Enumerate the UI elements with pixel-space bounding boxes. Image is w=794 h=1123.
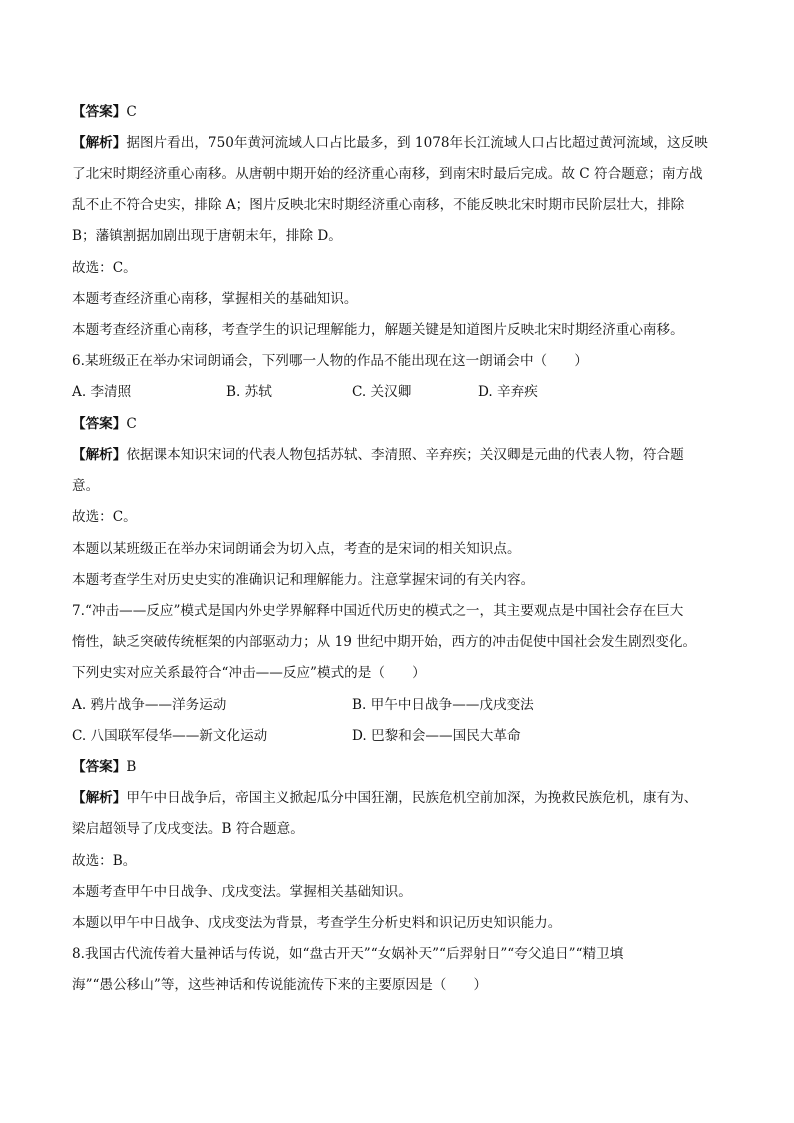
q7-option-b: B. 甲午中日战争——戊戌变法: [352, 697, 534, 713]
q6-analysis-line-1: [72, 446, 684, 464]
answer-value: C: [126, 416, 137, 432]
q8-stem-line-2: 海”“愚公移山”等，这些神话和传说能流传下来的主要原因是（ ）: [72, 977, 488, 993]
q6-option-b: B. 苏轼: [226, 384, 272, 400]
q5-analysis-line-3: 乱不止不符合史实，排除 A；图片反映北宋时期经济重心南移，不能反映北宋时期市民阶层壮大，排除: [72, 197, 685, 213]
q5-note-2: 本题考查经济重心南移，考查学生的识记理解能力，解题关键是知道图片反映北宋时期经济重心南移。: [72, 322, 684, 338]
q6-stem: 6.某班级正在举办宋词朗诵会，下列哪一人物的作品不能出现在这一朗诵会中（ ）: [72, 353, 588, 369]
q7-analysis-line-1: [72, 789, 697, 807]
q5-answer-line: [72, 103, 137, 121]
q7-stem-line-1: 7.“冲击——反应”模式是国内外史学界解释中国近代历史的模式之一，其主要观点是中国社会存在巨大: [72, 603, 684, 619]
q6-choice: 故选：C。: [72, 509, 137, 525]
q6-option-c: C. 关汉卿: [352, 384, 412, 400]
q6-answer-line: [72, 415, 137, 433]
analysis-tag: 【解析】: [72, 135, 127, 151]
q7-answer-line: [72, 758, 136, 776]
q7-note-2: 本题以甲午中日战争、戊戌变法为背景，考查学生分析史料和识记历史知识能力。: [72, 915, 562, 931]
analysis-text: 甲午中日战争后，帝国主义掀起瓜分中国狂潮，民族危机空前加深，为挽救民族危机，康有为、: [126, 790, 698, 806]
answer-value: B: [126, 759, 137, 775]
q6-note-1: 本题以某班级正在举办宋词朗诵会为切入点，考查的是宋词的相关知识点。: [72, 541, 521, 557]
q5-analysis-line-4: B；藩镇割据加剧出现于唐朝末年，排除 D。: [72, 228, 342, 244]
q7-note-1: 本题考查甲午中日战争、戊戌变法。掌握相关基础知识。: [72, 884, 412, 900]
q5-note-1: 本题考查经济重心南移，掌握相关的基础知识。: [72, 291, 358, 307]
q6-option-a: A. 李清照: [72, 384, 132, 400]
q7-choice: 故选：B。: [72, 853, 137, 869]
q7-stem-line-3: 下列史实对应关系最符合“冲击——反应”模式的是（ ）: [72, 665, 426, 681]
q5-analysis-line-1: [72, 134, 708, 152]
q7-option-a: A. 鸦片战争——洋务运动: [72, 697, 227, 713]
analysis-tag: 【解析】: [72, 790, 127, 806]
q6-option-d: D. 辛弃疾: [478, 384, 538, 400]
analysis-tag: 【解析】: [72, 447, 127, 463]
q5-analysis-line-2: 了北宋时期经济重心南移。从唐朝中期开始的经济重心南移，到南宋时最后完成。故 C 符合题意；南方战: [72, 166, 703, 182]
q7-option-d: D. 巴黎和会——国民大革命: [352, 728, 521, 744]
q7-stem-line-2: 惰性，缺乏突破传统框架的内部驱动力；从 19 世纪中期开始，西方的冲击促使中国社会发生剧烈变化。: [72, 634, 697, 650]
answer-tag: 【答案】: [72, 104, 127, 120]
q7-analysis-line-2: 梁启超领导了戊戌变法。B 符合题意。: [72, 821, 304, 837]
analysis-text: 依据课本知识宋词的代表人物包括苏轼、李清照、辛弃疾；关汉卿是元曲的代表人物，符合题: [126, 447, 684, 463]
answer-tag: 【答案】: [72, 759, 127, 775]
answer-tag: 【答案】: [72, 416, 127, 432]
q5-choice: 故选：C。: [72, 260, 137, 276]
q8-stem-line-1: 8.我国古代流传着大量神话与传说，如“盘古开天”“女娲补天”“后羿射日”“夸父追日”“精卫填: [72, 946, 624, 962]
q6-analysis-line-2: 意。: [72, 478, 100, 494]
answer-value: C: [126, 104, 137, 120]
analysis-text: 据图片看出，750年黄河流域人口占比最多，到 1078年长江流域人口占比超过黄河流域，这反映: [126, 135, 708, 151]
q6-note-2: 本题考查学生对历史史实的准确识记和理解能力。注意掌握宋词的有关内容。: [72, 572, 535, 588]
q7-option-c: C. 八国联军侵华——新文化运动: [72, 728, 268, 744]
